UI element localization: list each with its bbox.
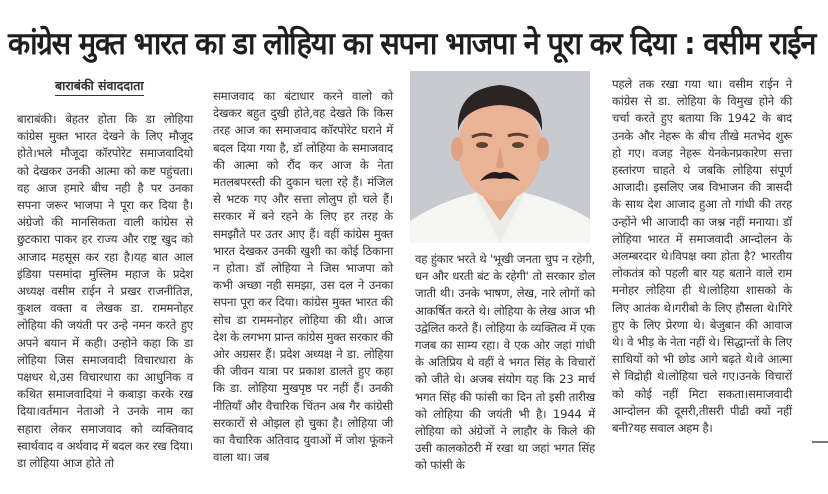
article-column-3 xyxy=(415,251,595,475)
column-4-text: पहले तक रखा गया था। वसीम राईन ने कांग्रेस से डा. लोहिया के विमुख होने की चर्चा करते हुए बताया कि 1942 के बाद उनके और नेहरू के बीच तीखे मतभेद शुरू हो गए। वजह नेहरू येनकेनप्रकारेण सत्ता हस्तांरण चाहते थे जबकि लोहिया संपूर्ण आजादी। इसलिए जब विभाजन की त्रासदी के साथ देश आजाद हुआ तो गांधी की तरह उन्होंने भी आजादी का जश्न नहीं मनाया। डॉ लोहिया भारत में समाजवादी आन्दोलन के अलम्बरदार थे।विपक्ष क्या होता है? भारतीय लोकतंत्र को पहली बार यह बताने वाले राम मनोहर लोहिया ही थे।लोहिया शासको के लिए आतंक थे।गरीबो के लिए हौसला थे।गिरे हुए के लिए प्रेरणा थे। बेजुबान की आवाज थे। वे भीड़ के नेता नहीं थे। सिद्धान्तों के लिए साथियों को भी छोड आगे बढ़ते थे।वे आत्मा से विद्रोही थे।लोहिया चले गए।उनके विचारों को कोई नहीं मिटा सकता।समाजवादी आन्दोलन की दूसरी,तीसरी पीढी क्यों नहीं बनी?यह सवाल अहम है। xyxy=(612,77,792,436)
portrait-photo-icon xyxy=(410,71,590,243)
article-column-2 xyxy=(213,88,393,466)
byline: बाराबंकी संवाददाता xyxy=(55,78,144,96)
article-column-4 xyxy=(612,76,792,437)
portrait-photo xyxy=(410,71,590,243)
column-1-text: बाराबंकी। बेहतर होता कि डा लोहिया कांग्रेस मुक्त भारत देखने के लिए मौजूद होते।भले मौजूदा कॉरपोरेट समाजवादियो को देखकर उनकी आत्मा को कष्ट पहुंचता। वह आज हमारे बीच नही है पर उनका सपना जरूर भाजपा ने पूरा कर दिया है। अंग्रेजो की मानसिकता वाली कांग्रेस से छुटकारा पाकर हर राज्य और राष्ट्र खुद को आजाद महसूस कर रहा है।यह बात आल इंडिया पसमांदा मुस्लिम महाज के प्रदेश अध्यक्ष वसीम राईन ने प्रखर राजनीतिज्ञ, कुशल वक्ता व लेखक डा. राममनोहर लोहिया की जयंती पर उन्हे नमन करते हुए अपने बयान में कही। उन्होने कहा कि डा लोहिया जिस समाजवादी विचारधारा के पक्षधर थे,उस विचारधारा का आधुनिक व कथित समाजवादियां ने कबाड़ा करके रख दिया।वर्तमान नेताओ ने उनके नाम का सहारा लेकर समाजवाद को व्यक्तिवाद स्वार्थवाद व अर्थवाद में बदल कर रख दिया। डा लोहिया आज होते तो xyxy=(17,112,193,471)
column-3-text: वह हुंकार भरते थे 'भूखी जनता चुप न रहेगी, धन और धरती बंट के रहेगी' तो सरकार डोल जाती थी। उनके भाषण, लेख, नारे लोगों को आकर्षित करते थे। लोहिया के लेख आज भी उद्वेलित करते हैं। लोहिया के व्यक्तित्व में एक गजब का साम्य रहा। वे एक ओर जहां गांधी के अतिप्रिय थे वहीं वे भगत सिंह के विचारों को जीते थे। अजब संयोग यह कि 23 मार्च भगत सिंह की फांसी का दिन तो इसी तारीख को लोहिया की जयंती भी है। 1944 में लोहिया को अंग्रेजों ने लाहौर के किले की उसी कालकोठरी में रखा था जहां भगत सिंह को फांसी के xyxy=(415,252,595,473)
edge-rule xyxy=(812,441,828,443)
headline: कांग्रेस मुक्त भारत का डा लोहिया का सपना भाजपा ने पूरा कर दिया : वसीम राईन xyxy=(8,26,816,62)
column-2-text: समाजवाद का बंटाधार करने वालो को देखकर बहुत दुखी होते,वह देखते कि किस तरह आज का समाजवाद कॉरपोरेट घराने में बदल दिया गया है, डॉ लोहिया के समाजवाद की आत्मा को रौंद कर आज के नेता मतलबपरस्ती की दुकान चला रहे हैं। मंजिल से भटक गए और सत्ता लोलुप हो चले हैं। सरकार में बने रहने के लिए हर तरह के समझौते पर उतर आए हैं। वहीं कांग्रेस मुक्त भारत देखकर उनकी खुशी का कोई ठिकाना न होता। डॉ लोहिया ने जिस भाजपा को कभी अच्छा नही समझा, उस दल ने उनका सपना पूरा कर दिया। कांग्रेस मुक्त भारत की सोच डा राममनोहर लोहिया की थी। आज देश के लगभग प्रान्त कांग्रेस मुक्त सरकार की ओर अग्रसर हैं। प्रदेश अध्यक्ष ने डा. लोहिया की जीवन यात्रा पर प्रकाश डालते हुए कहा कि डा. लोहिया मुखपृष्ठ पर नहीं हैं। उनकी नीतियाँ और वैचारिक चिंतन अब गैर कांग्रेसी सरकारों से ओझल हो चुका है। लोहिया जी का वैचारिक अतिवाद युवाओं में जोश फूंकने वाला था। जब xyxy=(213,89,393,465)
article-column-1 xyxy=(17,111,193,472)
